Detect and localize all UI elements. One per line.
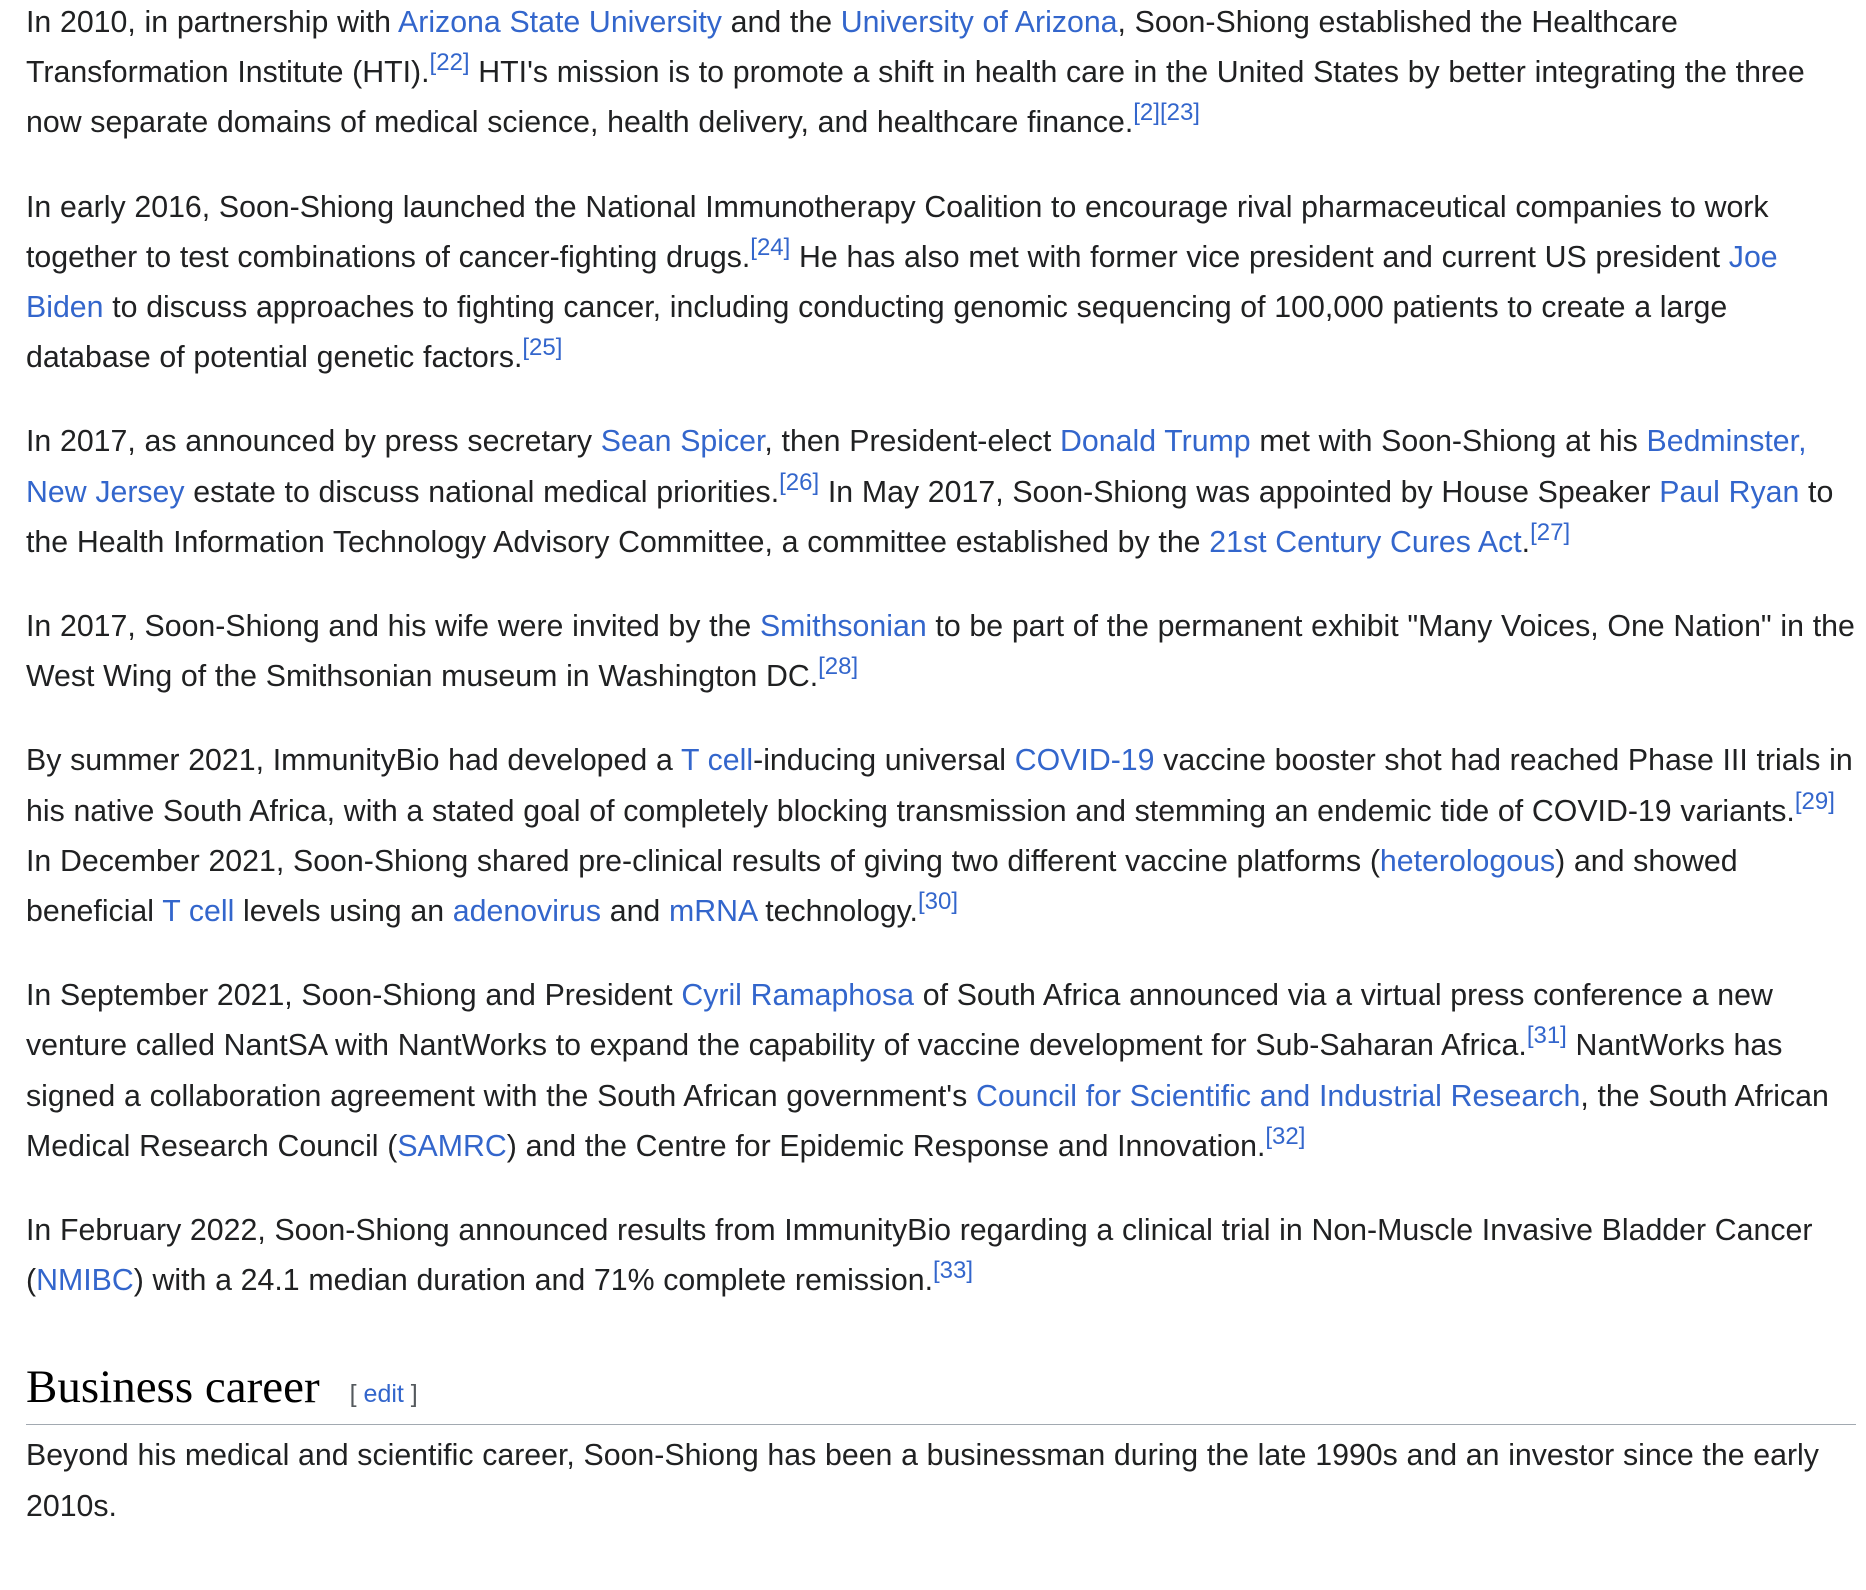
reference-26 [779,469,819,496]
reference-link[interactable]: [22] [429,49,470,77]
link-samrc[interactable]: SAMRC [397,1129,507,1163]
text: In 2010, in partnership with [26,6,399,39]
edit-bracket-open: [ [349,1380,364,1409]
link-sean-spicer[interactable]: Sean Spicer [600,425,765,459]
reference-link[interactable]: [30] [917,888,959,916]
link-nmibc[interactable]: NMIBC [36,1264,134,1298]
link-donald-trump[interactable]: Donald Trump [1060,425,1251,459]
text: In February 2022, Soon-Shiong announced results from ImmunityBio regarding a clinical trial in Non-Muscle Invasive Bladder Cancer ( [26,1214,1813,1298]
text: levels using an [234,895,453,929]
text: ) and showed beneficial [26,844,1738,929]
reference-link[interactable]: [31] [1526,1022,1567,1050]
text: ) with a 24.1 median duration and 71% complete remission. [133,1264,933,1298]
text: NantWorks has signed a collaboration agreement with the South African government's [26,1029,1783,1113]
text: to be part of the permanent exhibit "Many Voices, One Nation" in the West Wing of the Smithsonian museum in Washington DC. [26,610,1855,694]
reference-30 [918,888,958,915]
reference-25 [522,334,562,361]
reference-link[interactable]: [26] [779,468,820,496]
text: HTI's mission is to promote a shift in health care in the United States by better integrating the three now separate domains of medical science, health delivery, and healthcare finance. [26,56,1805,140]
link-smithsonian[interactable]: Smithsonian [759,610,927,644]
link-heterologous[interactable]: heterologous [1379,844,1556,878]
reference-link[interactable]: [23] [1159,99,1200,127]
reference-31 [1527,1022,1567,1049]
paragraph-business-career-intro: Beyond his medical and scientific career, Soon-Shiong has been a businessman during the late 1990s and an investor since the early 2010s. [26,1439,1819,1523]
text: He has also met with former vice president and current US president [790,240,1729,274]
reference-link[interactable]: [2] [1133,99,1160,127]
paragraph-trump-meeting [26,417,1856,568]
text: , then President-elect [764,425,1061,459]
text: vaccine booster shot had reached Phase III trials in his native South Africa, with a stated goal of completely blocking transmission and stemming an endemic tide of COVID-19 variants. [26,744,1853,828]
reference-link[interactable]: [29] [1794,787,1835,815]
text: met with Soon-Shiong at his [1250,425,1647,459]
text: technology. [756,895,918,929]
reference-23 [1160,99,1200,126]
text: and [601,895,669,929]
text: . [1521,525,1531,559]
text: In early 2016, Soon-Shiong launched the National Immunotherapy Coalition to encourage rival pharmaceutical companies to work together to test combinations of cancer-fighting drugs. [26,190,1769,274]
text: In December 2021, Soon-Shiong shared pre-clinical results of giving two different vaccine platforms ( [26,844,1380,878]
reference-24 [750,234,790,261]
link-t-cell[interactable]: T cell [162,895,235,929]
reference-28 [818,653,858,680]
reference-29 [1795,788,1835,815]
link-t-cell[interactable]: T cell [680,744,754,778]
paragraph-covid-vaccine [26,736,1856,937]
reference-22 [430,49,470,76]
text: In September 2021, Soon-Shiong and President [26,979,682,1013]
edit-link[interactable]: edit [363,1380,404,1409]
text: estate to discuss national medical priorities. [184,475,780,509]
paragraph-smithsonian [26,602,1856,702]
link-cyril-ramaphosa[interactable]: Cyril Ramaphosa [681,979,914,1013]
link-university-of-arizona[interactable]: University of Arizona [840,6,1118,39]
link-arizona-state-university[interactable]: Arizona State University [398,6,722,39]
text: In 2017, as announced by press secretary [26,425,601,459]
text: ) and the Centre for Epidemic Response and Innovation. [506,1129,1266,1163]
paragraph-hti [26,0,1856,149]
text: In May 2017, Soon-Shiong was appointed by House Speaker [819,475,1660,509]
edit-bracket-close: ] [403,1380,418,1409]
text: In 2017, Soon-Shiong and his wife were invited by the [26,610,760,644]
text: , the South African Medical Research Council ( [26,1079,1829,1163]
reference-32 [1265,1123,1305,1150]
link-mrna[interactable]: mRNA [669,895,757,929]
reference-link[interactable]: [24] [750,233,791,261]
link-covid-19[interactable]: COVID-19 [1014,744,1155,778]
reference-2 [1133,99,1160,126]
link-adenovirus[interactable]: adenovirus [452,895,602,929]
reference-27 [1530,519,1570,546]
article-content [26,0,1856,1532]
paragraph-nmibc [26,1206,1856,1306]
link-paul-ryan[interactable]: Paul Ryan [1659,475,1800,509]
text: of South Africa announced via a virtual press conference a new venture called NantSA with NantWorks to expand the capability of vaccine development for Sub-Saharan Africa. [26,979,1773,1063]
link-joe-biden[interactable]: Joe Biden [26,240,1778,325]
link-21st-century-cures-act[interactable]: 21st Century Cures Act [1209,525,1522,559]
link-bedminster-new-jersey[interactable]: Bedminster, New Jersey [26,425,1807,509]
text: and the [721,6,841,39]
reference-link[interactable]: [27] [1530,518,1571,546]
text: to the Health Information Technology Advisory Committee, a committee established by the [26,475,1834,559]
reference-link[interactable]: [28] [818,653,859,681]
section-heading-row [26,1358,1856,1425]
paragraph-nantsa [26,971,1856,1172]
reference-33 [933,1257,973,1284]
reference-link[interactable]: [25] [522,334,563,362]
link-council-for-scientific-and-industrial-research[interactable]: Council for Scientific and Industrial Research [975,1079,1581,1113]
paragraph-immunotherapy-coalition [26,183,1856,384]
edit-section [350,1380,418,1409]
text: -inducing universal [753,744,1015,778]
section-heading: Business career [26,1361,320,1414]
text: , Soon-Shiong established the Healthcare Transformation Institute (HTI). [26,6,1678,90]
reference-link[interactable]: [32] [1265,1122,1306,1150]
reference-link[interactable]: [33] [932,1257,974,1285]
text: to discuss approaches to fighting cancer, including conducting genomic sequencing of 100,000 patients to create a large database of potential genetic factors. [26,291,1728,375]
text: By summer 2021, ImmunityBio had developed a [26,744,681,778]
